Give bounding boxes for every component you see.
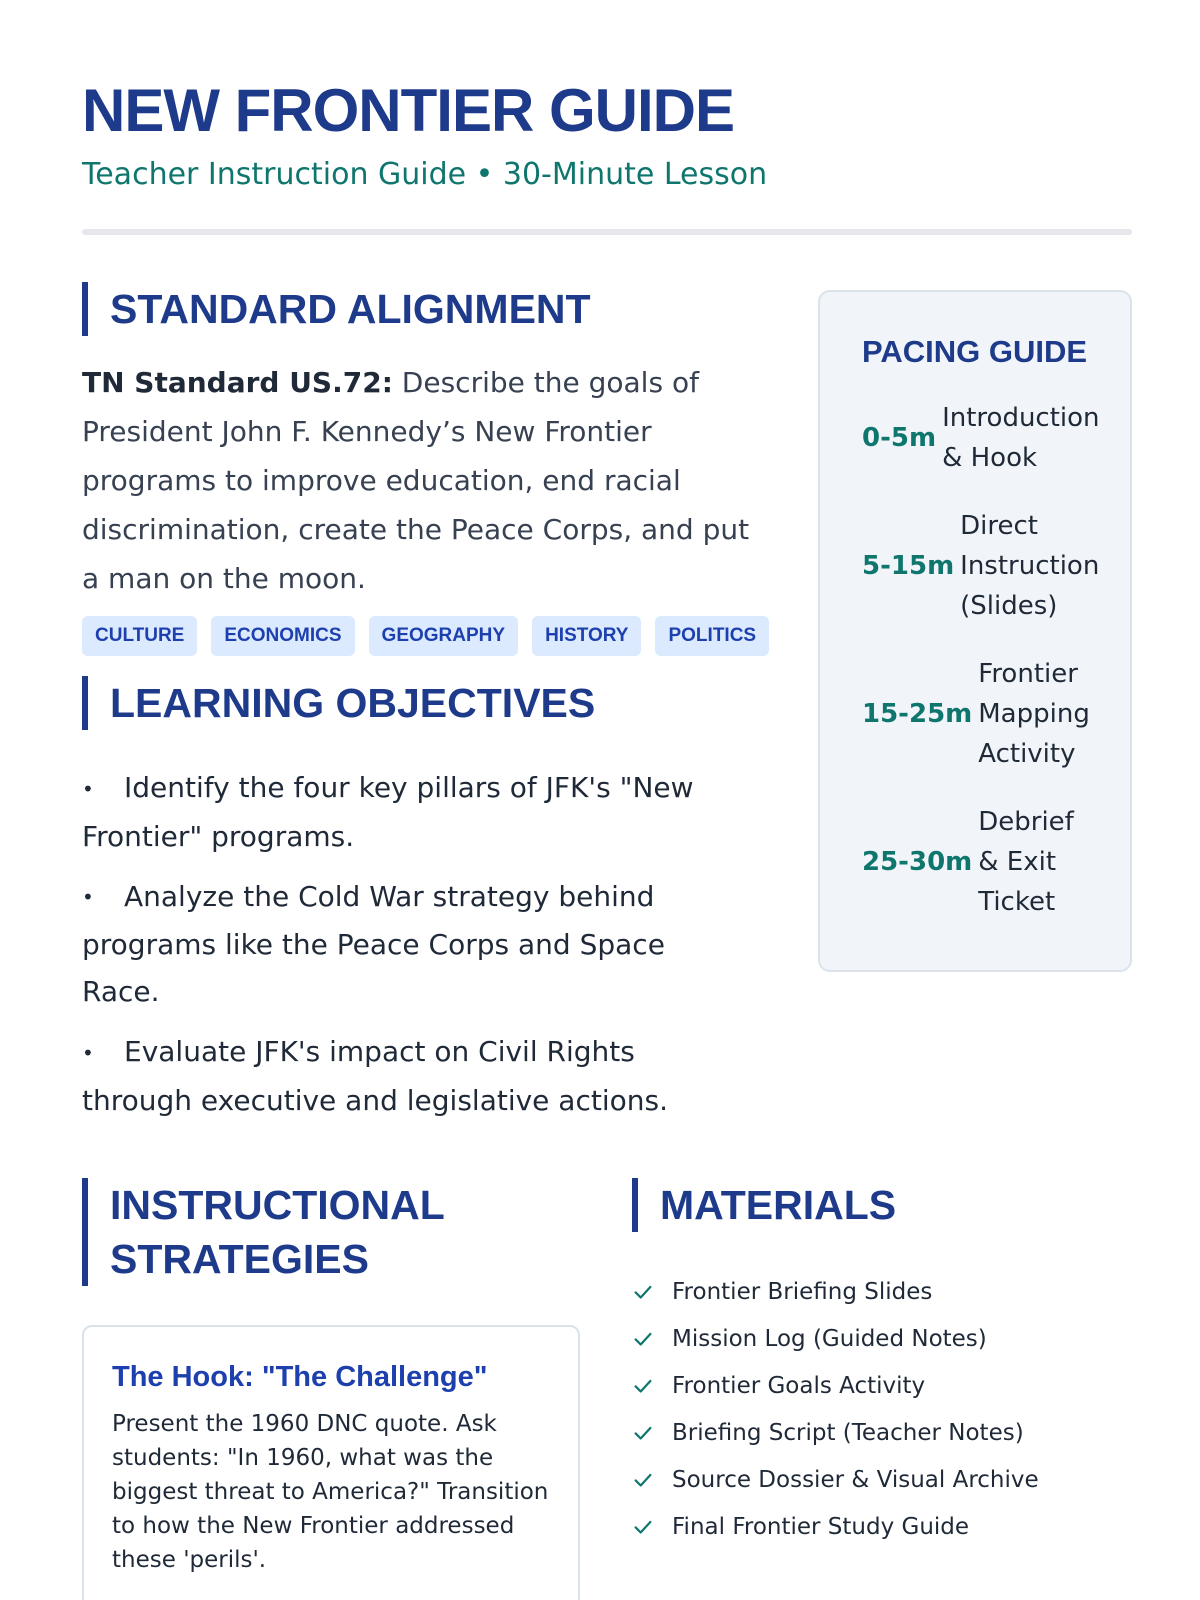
strategy-card <box>82 1325 580 1600</box>
pacing-time: 25-30m <box>862 847 973 877</box>
pacing-guide-panel <box>818 290 1132 972</box>
material-label: Source Dossier & Visual Archive <box>672 1466 1039 1493</box>
objectives-list <box>82 764 742 1137</box>
list-item <box>632 1409 1152 1456</box>
list-item <box>82 764 742 860</box>
material-label: Mission Log (Guided Notes) <box>672 1325 987 1352</box>
check-icon <box>632 1375 654 1397</box>
bullet-icon: • <box>82 776 94 801</box>
check-icon <box>632 1516 654 1538</box>
pacing-time: 0-5m <box>862 423 937 453</box>
tag-history: HISTORY <box>532 616 641 656</box>
check-icon <box>632 1469 654 1491</box>
objective-text: Identify the four key pillars of JFK's "New Frontier" programs. <box>82 771 694 853</box>
strategy-card-title: The Hook: "The Challenge" <box>112 1361 488 1393</box>
materials-list <box>632 1268 1152 1550</box>
material-label: Frontier Briefing Slides <box>672 1278 933 1305</box>
check-icon <box>632 1422 654 1444</box>
list-item <box>632 1268 1152 1315</box>
pacing-row <box>862 398 1110 478</box>
standard-alignment-heading: STANDARD ALIGNMENT <box>82 282 591 336</box>
pacing-time: 5-15m <box>862 551 955 581</box>
check-icon <box>632 1328 654 1350</box>
page-header <box>82 78 1132 194</box>
standard-text <box>82 358 772 603</box>
pacing-row <box>862 802 1110 922</box>
tag-geography: GEOGRAPHY <box>369 616 519 656</box>
page-title: NEW FRONTIER GUIDE <box>82 77 734 144</box>
pacing-guide-title: PACING GUIDE <box>862 334 1088 369</box>
tag-culture: CULTURE <box>82 616 197 656</box>
list-item <box>632 1503 1152 1550</box>
list-item <box>82 1028 742 1124</box>
material-label: Briefing Script (Teacher Notes) <box>672 1419 1024 1446</box>
pacing-time: 15-25m <box>862 699 973 729</box>
list-item <box>632 1456 1152 1503</box>
subject-tags <box>82 616 769 656</box>
check-icon <box>632 1281 654 1303</box>
bullet-icon: • <box>82 885 94 909</box>
pacing-label: Introduction & Hook <box>942 403 1100 473</box>
page-subtitle: Teacher Instruction Guide • 30-Minute Lesson <box>82 157 768 192</box>
tag-politics: POLITICS <box>655 616 769 656</box>
strategy-card-body: Present the 1960 DNC quote. Ask students: "In 1960, what was the biggest threat to America?" Transition to how the New Frontier addressed these 'perils'. <box>112 1411 549 1573</box>
learning-objectives-heading: LEARNING OBJECTIVES <box>82 676 595 730</box>
list-item <box>82 873 742 1016</box>
pacing-row <box>862 506 1110 626</box>
bullet-icon: • <box>82 1040 94 1065</box>
pacing-row <box>862 654 1110 774</box>
header-divider <box>82 229 1132 235</box>
material-label: Frontier Goals Activity <box>672 1372 926 1399</box>
pacing-label: Frontier Mapping Activity <box>978 659 1090 769</box>
pacing-label: Debrief & Exit Ticket <box>978 807 1074 917</box>
tag-economics: ECONOMICS <box>211 616 354 656</box>
standard-label: TN Standard US.72: <box>82 366 393 399</box>
objective-text: Evaluate JFK's impact on Civil Rights through executive and legislative actions. <box>82 1035 668 1117</box>
pacing-label: Direct Instruction (Slides) <box>960 511 1100 621</box>
materials-heading: MATERIALS <box>632 1178 896 1232</box>
list-item <box>632 1362 1152 1409</box>
instructional-strategies-heading: INSTRUCTIONAL STRATEGIES <box>82 1178 502 1286</box>
objective-text: Analyze the Cold War strategy behind programs like the Peace Corps and Space Race. <box>82 879 665 1008</box>
material-label: Final Frontier Study Guide <box>672 1513 970 1540</box>
list-item <box>632 1315 1152 1362</box>
standard-description: Describe the goals of President John F. Kennedy’s New Frontier programs to improve education, end racial discrimination, create the Peace Corps, and put a man on the moon. <box>82 366 750 595</box>
